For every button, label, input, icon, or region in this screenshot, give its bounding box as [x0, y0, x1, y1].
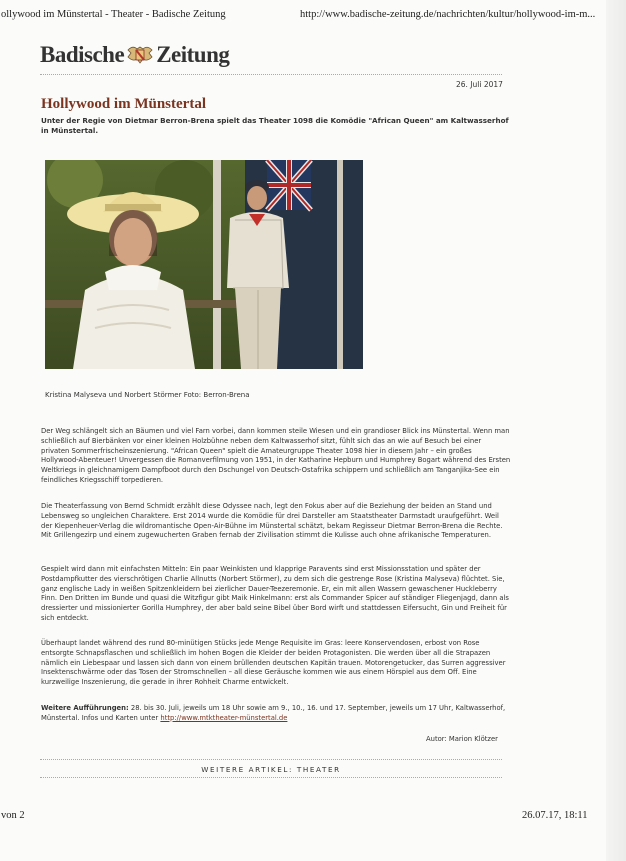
print-page-count: von 2	[1, 810, 25, 821]
article-author: Autor: Marion Klötzer	[426, 735, 498, 743]
logo-text-left: Badische	[40, 42, 125, 67]
article-paragraph	[41, 502, 511, 541]
print-page-title: ollywood im Münstertal - Theater - Badische Zeitung	[1, 9, 226, 20]
article-lead: Unter der Regie von Dietmar Berron-Brena spielt das Theater 1098 die Komödie "African Queen" am Kaltwasserhof in Münstertal.	[41, 116, 509, 135]
header-divider	[40, 74, 502, 75]
badische-zeitung-logo[interactable]	[40, 42, 229, 68]
paragraph-text: Überhaupt landet während des rund 80-minütigen Stücks jede Menge Requisite im Gras: leere Konservendosen, erbost von Rose entsorgte Schnapsflaschen und schließlich im hohen Bogen die Kleider der beiden Protagonisten. Die werden über all die Strapazen nämlich ein Liebespaar und lassen sich dann von einem brüllenden deutschen Kapitän trauen. Motorengetucker, das Surren aggressiver Insektenschwärme oder das Tosen der Stromschnellen – all diese Geräusche kommen wie aus einem Hörspiel aus dem Off. Eine kurzweilige Inszenierung, die gerade in ihrer Rohheit Charme entwickelt.	[41, 639, 506, 687]
more-articles-link[interactable]: WEITERE ARTIKEL: THEATER	[201, 765, 341, 774]
performance-label: Weitere Aufführungen:	[41, 704, 129, 712]
article-paragraph	[41, 639, 511, 688]
paragraph-text: Gespielt wird dann mit einfachsten Mitteln: Ein paar Weinkisten und klapprige Paravents sind erst Missionsstation und später der Postdampfkutter des vierschrötigen Charlie Allnutts (Norbert Störmer), zu dem sich die gestrenge Rose (Kristina Malyseva) flüchtet. Sie, ganz englische Lady in weißen Spitzenkleidern bei zierlicher Dauer-Teezeremonie. Er, ein mit allen Wassern gewaschener Huckleberry Finn. Den Dritten im Bunde und quasi die Witzfigur gibt Maik Hinkelmann: erst als Commander Spicer auf ständiger Fliegenjagd, dann als dressierter und missionierter Gorilla Humphrey, der aber bald seine Bibel über Bord wirft und stattdessen Eifersucht, Gin und Freiheit für sich entdeckt.	[41, 565, 509, 622]
print-page-url: http://www.badische-zeitung.de/nachrichten/kultur/hollywood-im-m...	[300, 9, 596, 20]
article-title: Hollywood im Münstertal	[41, 96, 206, 112]
print-timestamp: 26.07.17, 18:11	[522, 810, 588, 821]
scan-edge	[606, 0, 626, 861]
performance-dates: 28. bis 30. Juli, jeweils um 18 Uhr sowie am 9., 10., 16. und 17. September, jeweils um 17 Uhr, Kaltwasserhof, Münstertal. Infos und Karten unter	[41, 704, 506, 722]
ticket-link[interactable]: http://www.mtktheater-münstertal.de	[160, 713, 288, 722]
photo-caption: Kristina Malyseva und Norbert Störmer Foto: Berron-Brena	[45, 391, 250, 399]
paragraph-text: Der Weg schlängelt sich an Bäumen und viel Farn vorbei, dann kommen steile Wiesen und ein grandioser Blick ins Münstertal. Wenn man schließlich auf Bierbänken vor einer kleinen Holzbühne neben dem Kaltwasserhof sitzt, fühlt sich das an wie auf Besuch bei einer privaten Sommerfrischeinszenierung. "African Queen" spielt die Amateurgruppe Theater 1098 hier in diesem Jahr – ein großes Hollywood-Abenteuer! Unvergessen die Romanverfilmung von 1951, in der Katharine Hepburn und Humphrey Bogart während des Ersten Weltkriegs in gleichnamigem Dampfboot durch den Dschungel von Deutsch-Ostafrika schippern und schließlich am Tanganjika-See ein feindliches Kriegsschiff torpedieren.	[41, 427, 511, 484]
coat-of-arms-icon	[125, 44, 155, 66]
article-paragraph	[41, 565, 511, 624]
article-paragraph	[41, 427, 511, 486]
article-photo[interactable]	[45, 160, 363, 369]
article-date: 26. Juli 2017	[456, 80, 503, 89]
more-articles-divider-bottom	[40, 777, 502, 778]
logo-text-right: Zeitung	[156, 42, 230, 67]
performance-info	[41, 704, 511, 724]
more-articles-divider-top	[40, 759, 502, 760]
paragraph-text: Die Theaterfassung von Bernd Schmidt erzählt diese Odyssee nach, legt den Fokus aber auf die Beziehung der beiden an Stand und Lebensweg so ungleichen Charaktere. Erst 2014 wurde die Komödie für drei Darsteller am Staatstheater Darmstadt uraufgeführt. Weil der Kiepenheuer-Verlag die wildromantische Open-Air-Bühne im Münstertal schätzt, bekam Regisseur Dietmar Berron-Brena die Rechte. Mit Grillengezirp und einem zugewucherten Graben fernab der Zivilisation stimmt die Kulisse auch ohne afrikanische Temperaturen.	[41, 502, 503, 540]
